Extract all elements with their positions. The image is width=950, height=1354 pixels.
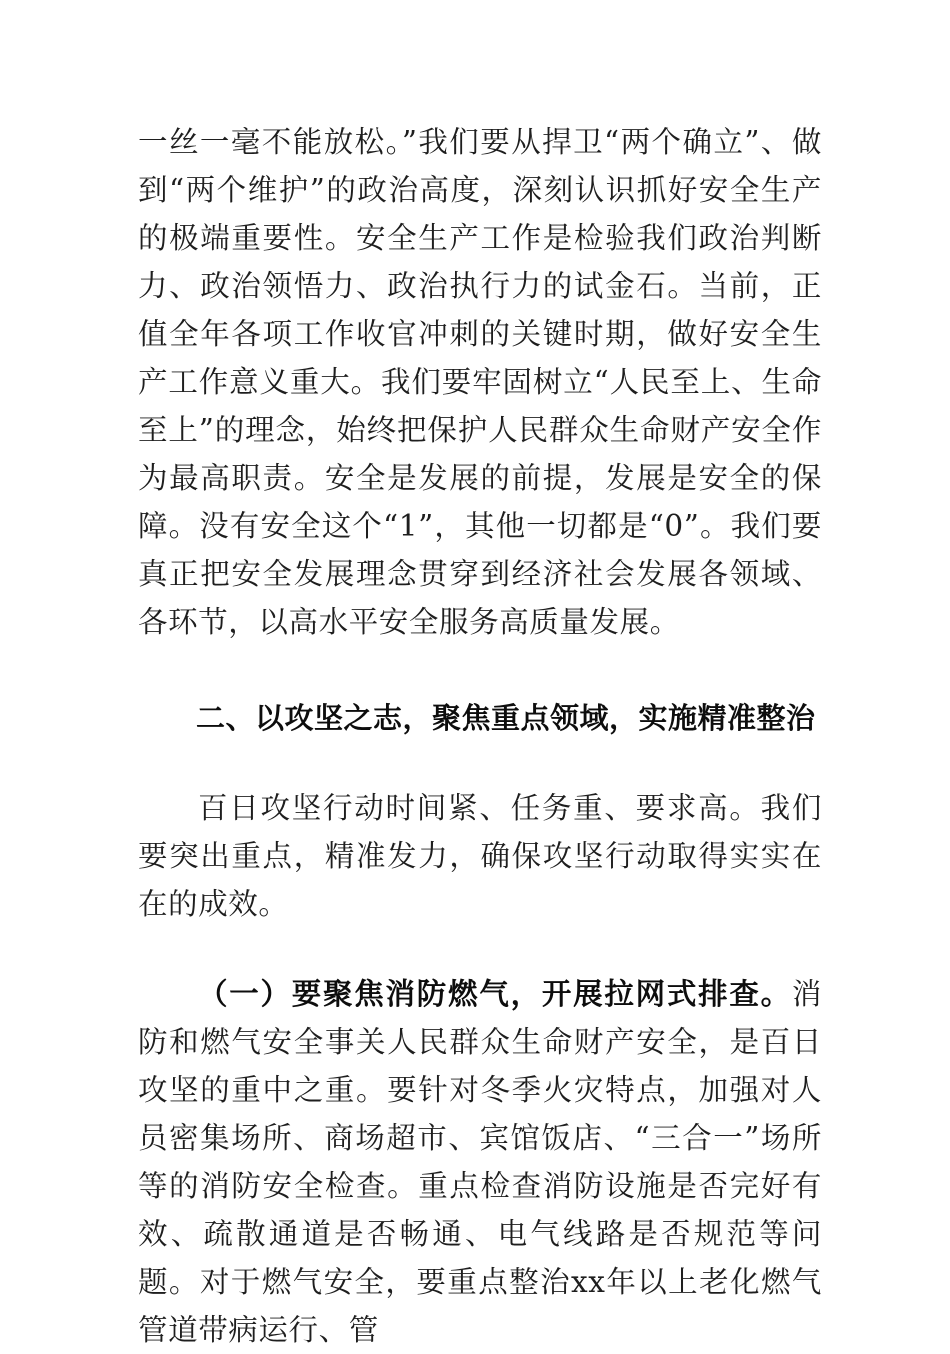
document-text-column [138, 118, 822, 1354]
spacer-before-section-heading [138, 646, 822, 694]
spacer-before-subsection [138, 928, 822, 970]
paragraph-subsection-one [138, 970, 822, 1354]
subsection-one-body-text: 消防和燃气安全事关人民群众生命财产安全，是百日攻坚的重中之重。要针对冬季火灾特点，加强对人员密集场所、商场超市、宾馆饭店、“三合一”场所等的消防安全检查。重点检查消防设施是否完好有效、疏散通道是否畅通、电气线路是否规范等问题。对于燃气安全，要重点整治xx年以上老化燃气管道带病运行、管 [138, 977, 822, 1347]
subsection-one-lead-bold: （一）要聚焦消防燃气，开展拉网式排查。 [198, 977, 792, 1011]
paragraph-hundred-day-action: 百日攻坚行动时间紧、任务重、要求高。我们要突出重点，精准发力，确保攻坚行动取得实实在在的成效。 [138, 791, 822, 921]
paragraph-continuation: 一丝一毫不能放松。”我们要从捍卫“两个确立”、做到“两个维护”的政治高度，深刻认识抓好安全生产的极端重要性。安全生产工作是检验我们政治判断力、政治领悟力、政治执行力的试金石。当前，正值全年各项工作收官冲刺的关键时期，做好安全生产工作意义重大。我们要牢固树立“人民至上、生命至上”的理念，始终把保护人民群众生命财产安全作为最高职责。安全是发展的前提，发展是安全的保障。没有安全这个“1”，其他一切都是“0”。我们要真正把安全发展理念贯穿到经济社会发展各领域、各环节，以高水平安全服务高质量发展。 [138, 125, 822, 639]
spacer-after-section-heading [138, 742, 822, 784]
section-heading-two: 二、以攻坚之志，聚焦重点领域，实施精准整治 [196, 701, 816, 735]
